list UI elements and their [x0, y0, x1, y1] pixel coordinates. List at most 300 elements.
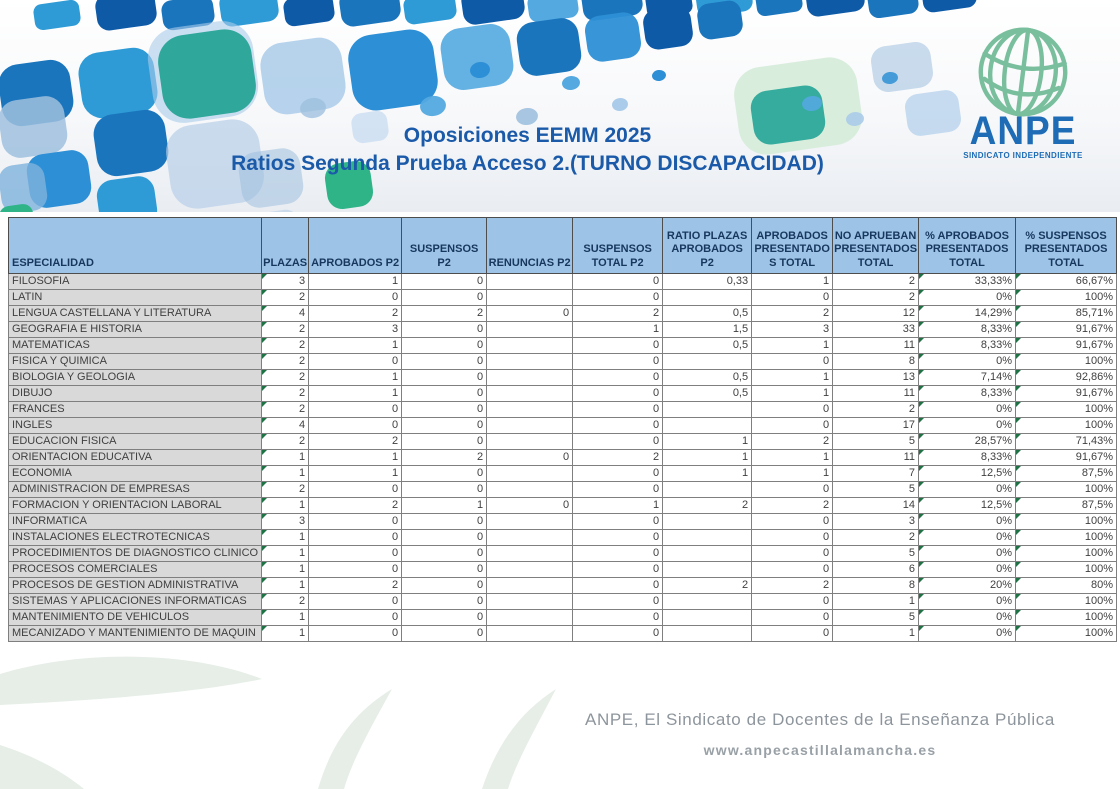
cell-aprobados_p2: 1: [309, 466, 402, 482]
cell-ratio_plazas_aprobados_p2: [663, 418, 752, 434]
cell-aprobados_p2: 0: [309, 546, 402, 562]
cell-plazas: 1: [262, 562, 309, 578]
cell-suspensos_total_p2: 0: [573, 546, 663, 562]
cell-pct_suspensos_presentados_total: 92,86%: [1016, 370, 1117, 386]
cell-ratio_plazas_aprobados_p2: [663, 610, 752, 626]
cell-warning-corner-icon: [262, 386, 267, 391]
mosaic-tile: [95, 174, 159, 212]
cell-suspensos_p2: 0: [402, 514, 487, 530]
cell-no_aprueban_presentados_total: 8: [833, 578, 919, 594]
cell-especialidad: INSTALACIONES ELECTROTECNICAS: [9, 530, 262, 546]
cell-ratio_plazas_aprobados_p2: 0,33: [663, 274, 752, 290]
cell-plazas: 3: [262, 514, 309, 530]
cell-warning-corner-icon: [262, 338, 267, 343]
cell-warning-corner-icon: [1016, 514, 1021, 519]
cell-suspensos_p2: 0: [402, 562, 487, 578]
cell-renuncias_p2: [487, 418, 573, 434]
cell-pct_aprobados_presentados_total: 0%: [919, 546, 1016, 562]
cell-suspensos_total_p2: 0: [573, 370, 663, 386]
cell-renuncias_p2: [487, 514, 573, 530]
cell-warning-corner-icon: [262, 418, 267, 423]
mosaic-tile: [32, 0, 81, 31]
cell-pct_aprobados_presentados_total: 12,5%: [919, 498, 1016, 514]
cell-aprobados_p2: 3: [309, 322, 402, 338]
cell-ratio_plazas_aprobados_p2: 2: [663, 578, 752, 594]
cell-suspensos_p2: 0: [402, 594, 487, 610]
cell-renuncias_p2: [487, 290, 573, 306]
cell-no_aprueban_presentados_total: 2: [833, 290, 919, 306]
cell-suspensos_total_p2: 2: [573, 306, 663, 322]
mosaic-tile: [561, 75, 581, 91]
cell-warning-corner-icon: [919, 610, 924, 615]
cell-ratio_plazas_aprobados_p2: [663, 626, 752, 642]
cell-no_aprueban_presentados_total: 11: [833, 338, 919, 354]
cell-warning-corner-icon: [1016, 402, 1021, 407]
cell-aprobados_p2: 0: [309, 610, 402, 626]
cell-plazas: 2: [262, 594, 309, 610]
cell-pct_aprobados_presentados_total: 0%: [919, 626, 1016, 642]
mosaic-tile: [583, 10, 643, 63]
cell-aprobados_p2: 1: [309, 370, 402, 386]
table-row: [9, 338, 1117, 354]
cell-ratio_plazas_aprobados_p2: 1,5: [663, 322, 752, 338]
cell-plazas: 1: [262, 450, 309, 466]
cell-warning-corner-icon: [919, 450, 924, 455]
cell-especialidad: EDUCACION FISICA: [9, 434, 262, 450]
cell-pct_suspensos_presentados_total: 100%: [1016, 482, 1117, 498]
mosaic-tile: [651, 69, 666, 82]
cell-suspensos_p2: 0: [402, 274, 487, 290]
cell-no_aprueban_presentados_total: 11: [833, 450, 919, 466]
cell-plazas: 4: [262, 418, 309, 434]
cell-ratio_plazas_aprobados_p2: [663, 594, 752, 610]
cell-renuncias_p2: [487, 274, 573, 290]
mosaic-tile: [804, 0, 866, 18]
cell-pct_aprobados_presentados_total: 14,29%: [919, 306, 1016, 322]
cell-suspensos_total_p2: 0: [573, 482, 663, 498]
cell-suspensos_p2: 0: [402, 370, 487, 386]
cell-warning-corner-icon: [1016, 594, 1021, 599]
cell-pct_suspensos_presentados_total: 71,43%: [1016, 434, 1117, 450]
cell-no_aprueban_presentados_total: 2: [833, 274, 919, 290]
cell-no_aprueban_presentados_total: 17: [833, 418, 919, 434]
cell-plazas: 1: [262, 530, 309, 546]
cell-aprobados_presentados_total: 0: [752, 594, 833, 610]
cell-suspensos_total_p2: 1: [573, 498, 663, 514]
cell-renuncias_p2: [487, 594, 573, 610]
footer: [520, 710, 1120, 758]
cell-suspensos_p2: 0: [402, 418, 487, 434]
cell-warning-corner-icon: [262, 466, 267, 471]
cell-warning-corner-icon: [262, 546, 267, 551]
cell-warning-corner-icon: [919, 498, 924, 503]
mosaic-tile: [94, 0, 158, 32]
cell-ratio_plazas_aprobados_p2: [663, 290, 752, 306]
cell-warning-corner-icon: [262, 594, 267, 599]
cell-aprobados_presentados_total: 1: [752, 386, 833, 402]
cell-warning-corner-icon: [1016, 466, 1021, 471]
cell-aprobados_p2: 0: [309, 482, 402, 498]
cell-no_aprueban_presentados_total: 13: [833, 370, 919, 386]
cell-aprobados_p2: 2: [309, 306, 402, 322]
cell-warning-corner-icon: [919, 482, 924, 487]
cell-pct_suspensos_presentados_total: 100%: [1016, 530, 1117, 546]
cell-warning-corner-icon: [919, 466, 924, 471]
cell-plazas: 2: [262, 370, 309, 386]
cell-warning-corner-icon: [1016, 450, 1021, 455]
cell-ratio_plazas_aprobados_p2: [663, 514, 752, 530]
cell-especialidad: FRANCES: [9, 402, 262, 418]
cell-suspensos_p2: 0: [402, 386, 487, 402]
cell-especialidad: LENGUA CASTELLANA Y LITERATURA: [9, 306, 262, 322]
cell-especialidad: SISTEMAS Y APLICACIONES INFORMATICAS: [9, 594, 262, 610]
cell-aprobados_presentados_total: 0: [752, 610, 833, 626]
cell-suspensos_total_p2: 0: [573, 514, 663, 530]
cell-renuncias_p2: [487, 626, 573, 642]
cell-ratio_plazas_aprobados_p2: 1: [663, 450, 752, 466]
cell-warning-corner-icon: [1016, 354, 1021, 359]
cell-pct_aprobados_presentados_total: 0%: [919, 594, 1016, 610]
cell-renuncias_p2: [487, 610, 573, 626]
cell-aprobados_p2: 2: [309, 498, 402, 514]
cell-aprobados_presentados_total: 0: [752, 482, 833, 498]
cell-warning-corner-icon: [1016, 418, 1021, 423]
column-header-no_aprueban_presentados_total: NO APRUEBAN PRESENTADOS TOTAL: [833, 218, 919, 274]
cell-suspensos_p2: 0: [402, 610, 487, 626]
cell-suspensos_p2: 0: [402, 402, 487, 418]
cell-renuncias_p2: 0: [487, 498, 573, 514]
cell-aprobados_presentados_total: 0: [752, 530, 833, 546]
cell-pct_aprobados_presentados_total: 0%: [919, 418, 1016, 434]
cell-pct_suspensos_presentados_total: 100%: [1016, 402, 1117, 418]
cell-warning-corner-icon: [262, 354, 267, 359]
swoosh-decoration: [0, 629, 620, 789]
cell-aprobados_p2: 2: [309, 434, 402, 450]
column-header-especialidad: ESPECIALIDAD: [9, 218, 262, 274]
cell-ratio_plazas_aprobados_p2: 1: [663, 466, 752, 482]
cell-ratio_plazas_aprobados_p2: 1: [663, 434, 752, 450]
column-header-pct_aprobados_presentados_total: % APROBADOS PRESENTADOS TOTAL: [919, 218, 1016, 274]
cell-especialidad: LATIN: [9, 290, 262, 306]
mosaic-tile: [611, 97, 629, 112]
cell-aprobados_p2: 1: [309, 274, 402, 290]
table-row: [9, 594, 1117, 610]
mosaic-tile: [338, 0, 402, 28]
cell-renuncias_p2: [487, 434, 573, 450]
cell-no_aprueban_presentados_total: 2: [833, 530, 919, 546]
cell-no_aprueban_presentados_total: 33: [833, 322, 919, 338]
table-row: [9, 322, 1117, 338]
cell-warning-corner-icon: [919, 354, 924, 359]
mosaic-tile: [282, 0, 335, 27]
cell-warning-corner-icon: [1016, 546, 1021, 551]
cell-pct_suspensos_presentados_total: 87,5%: [1016, 466, 1117, 482]
cell-warning-corner-icon: [1016, 610, 1021, 615]
cell-no_aprueban_presentados_total: 11: [833, 386, 919, 402]
cell-aprobados_presentados_total: 1: [752, 338, 833, 354]
cell-no_aprueban_presentados_total: 12: [833, 306, 919, 322]
cell-warning-corner-icon: [262, 402, 267, 407]
cell-especialidad: PROCESOS DE GESTION ADMINISTRATIVA: [9, 578, 262, 594]
column-header-plazas: PLAZAS: [262, 218, 309, 274]
column-header-renuncias_p2: RENUNCIAS P2: [487, 218, 573, 274]
cell-pct_suspensos_presentados_total: 100%: [1016, 290, 1117, 306]
cell-aprobados_p2: 0: [309, 626, 402, 642]
cell-warning-corner-icon: [919, 626, 924, 631]
footer-url-link[interactable]: www.anpecastillalamancha.es: [703, 742, 937, 758]
column-header-ratio_plazas_aprobados_p2: RATIO PLAZAS APROBADOS P2: [663, 218, 752, 274]
cell-especialidad: ADMINISTRACION DE EMPRESAS: [9, 482, 262, 498]
cell-plazas: 1: [262, 498, 309, 514]
cell-ratio_plazas_aprobados_p2: 0,5: [663, 306, 752, 322]
cell-plazas: 1: [262, 626, 309, 642]
cell-warning-corner-icon: [1016, 626, 1021, 631]
cell-warning-corner-icon: [262, 322, 267, 327]
cell-pct_suspensos_presentados_total: 91,67%: [1016, 322, 1117, 338]
cell-no_aprueban_presentados_total: 6: [833, 562, 919, 578]
cell-warning-corner-icon: [919, 274, 924, 279]
cell-ratio_plazas_aprobados_p2: 0,5: [663, 338, 752, 354]
cell-aprobados_presentados_total: 1: [752, 466, 833, 482]
cell-renuncias_p2: [487, 386, 573, 402]
cell-especialidad: INFORMATICA: [9, 514, 262, 530]
cell-suspensos_p2: 0: [402, 466, 487, 482]
cell-pct_aprobados_presentados_total: 0%: [919, 562, 1016, 578]
cell-warning-corner-icon: [262, 370, 267, 375]
cell-suspensos_p2: 2: [402, 306, 487, 322]
cell-aprobados_presentados_total: 0: [752, 626, 833, 642]
cell-suspensos_p2: 2: [402, 450, 487, 466]
cell-plazas: 1: [262, 610, 309, 626]
cell-renuncias_p2: 0: [487, 306, 573, 322]
mosaic-tile: [641, 5, 694, 51]
cell-plazas: 4: [262, 306, 309, 322]
cell-aprobados_presentados_total: 1: [752, 274, 833, 290]
cell-especialidad: INGLES: [9, 418, 262, 434]
table-row: [9, 434, 1117, 450]
cell-warning-corner-icon: [1016, 274, 1021, 279]
mosaic-tile: [438, 21, 516, 92]
cell-suspensos_p2: 0: [402, 434, 487, 450]
cell-pct_suspensos_presentados_total: 100%: [1016, 562, 1117, 578]
cell-especialidad: PROCESOS COMERCIALES: [9, 562, 262, 578]
cell-ratio_plazas_aprobados_p2: 2: [663, 498, 752, 514]
cell-suspensos_total_p2: 0: [573, 466, 663, 482]
cell-warning-corner-icon: [919, 578, 924, 583]
cell-warning-corner-icon: [262, 434, 267, 439]
table-row: [9, 578, 1117, 594]
cell-pct_aprobados_presentados_total: 28,57%: [919, 434, 1016, 450]
logo-tagline: SINDICATO INDEPENDIENTE: [963, 151, 1083, 160]
cell-ratio_plazas_aprobados_p2: 0,5: [663, 386, 752, 402]
cell-especialidad: ORIENTACION EDUCATIVA: [9, 450, 262, 466]
cell-warning-corner-icon: [1016, 498, 1021, 503]
cell-renuncias_p2: [487, 562, 573, 578]
cell-aprobados_p2: 1: [309, 450, 402, 466]
cell-no_aprueban_presentados_total: 5: [833, 610, 919, 626]
cell-renuncias_p2: 0: [487, 450, 573, 466]
cell-aprobados_p2: 0: [309, 530, 402, 546]
cell-aprobados_presentados_total: 0: [752, 402, 833, 418]
cell-suspensos_p2: 0: [402, 482, 487, 498]
cell-aprobados_presentados_total: 0: [752, 546, 833, 562]
mosaic-tile: [869, 40, 935, 94]
cell-pct_aprobados_presentados_total: 0%: [919, 610, 1016, 626]
cell-pct_aprobados_presentados_total: 8,33%: [919, 322, 1016, 338]
cell-warning-corner-icon: [262, 626, 267, 631]
cell-warning-corner-icon: [919, 402, 924, 407]
cell-aprobados_p2: 0: [309, 514, 402, 530]
cell-pct_suspensos_presentados_total: 100%: [1016, 354, 1117, 370]
cell-especialidad: DIBUJO: [9, 386, 262, 402]
table-row: [9, 626, 1117, 642]
cell-pct_suspensos_presentados_total: 87,5%: [1016, 498, 1117, 514]
cell-pct_aprobados_presentados_total: 8,33%: [919, 386, 1016, 402]
cell-renuncias_p2: [487, 370, 573, 386]
cell-warning-corner-icon: [262, 498, 267, 503]
cell-especialidad: PROCEDIMIENTOS DE DIAGNOSTICO CLINICO: [9, 546, 262, 562]
table-header-row: [9, 218, 1117, 274]
cell-pct_suspensos_presentados_total: 100%: [1016, 546, 1117, 562]
cell-pct_aprobados_presentados_total: 7,14%: [919, 370, 1016, 386]
mosaic-tile: [515, 16, 584, 78]
cell-pct_aprobados_presentados_total: 12,5%: [919, 466, 1016, 482]
table-row: [9, 306, 1117, 322]
cell-no_aprueban_presentados_total: 5: [833, 434, 919, 450]
cell-aprobados_presentados_total: 0: [752, 514, 833, 530]
cell-ratio_plazas_aprobados_p2: [663, 546, 752, 562]
cell-ratio_plazas_aprobados_p2: [663, 354, 752, 370]
cell-warning-corner-icon: [919, 434, 924, 439]
cell-warning-corner-icon: [919, 546, 924, 551]
table-row: [9, 546, 1117, 562]
column-header-pct_suspensos_presentados_total: % SUSPENSOS PRESENTADOS TOTAL: [1016, 218, 1117, 274]
table-row: [9, 514, 1117, 530]
cell-suspensos_p2: 0: [402, 626, 487, 642]
cell-especialidad: FILOSOFIA: [9, 274, 262, 290]
cell-plazas: 1: [262, 546, 309, 562]
cell-warning-corner-icon: [1016, 370, 1021, 375]
cell-no_aprueban_presentados_total: 1: [833, 594, 919, 610]
mosaic-tile: [460, 0, 526, 26]
cell-especialidad: MATEMATICAS: [9, 338, 262, 354]
cell-warning-corner-icon: [262, 610, 267, 615]
ratios-table: [8, 217, 1117, 642]
globe-icon: [974, 24, 1072, 120]
cell-ratio_plazas_aprobados_p2: [663, 530, 752, 546]
cell-suspensos_total_p2: 0: [573, 386, 663, 402]
cell-suspensos_total_p2: 0: [573, 338, 663, 354]
cell-suspensos_total_p2: 1: [573, 322, 663, 338]
cell-aprobados_presentados_total: 1: [752, 450, 833, 466]
cell-warning-corner-icon: [919, 290, 924, 295]
cell-warning-corner-icon: [1016, 322, 1021, 327]
cell-plazas: 2: [262, 322, 309, 338]
title-line-2: Ratios Segunda Prueba Acceso 2.(TURNO DISCAPACIDAD): [231, 152, 824, 175]
cell-renuncias_p2: [487, 482, 573, 498]
table-row: [9, 562, 1117, 578]
table-row: [9, 386, 1117, 402]
cell-renuncias_p2: [487, 338, 573, 354]
cell-especialidad: FISICA Y QUIMICA: [9, 354, 262, 370]
cell-suspensos_total_p2: 0: [573, 402, 663, 418]
column-header-aprobados_p2: APROBADOS P2: [309, 218, 402, 274]
cell-suspensos_total_p2: 0: [573, 274, 663, 290]
cell-aprobados_presentados_total: 0: [752, 354, 833, 370]
cell-no_aprueban_presentados_total: 7: [833, 466, 919, 482]
cell-renuncias_p2: [487, 546, 573, 562]
cell-aprobados_presentados_total: 0: [752, 290, 833, 306]
column-header-suspensos_total_p2: SUSPENSOS TOTAL P2: [573, 218, 663, 274]
cell-plazas: 3: [262, 274, 309, 290]
cell-warning-corner-icon: [919, 562, 924, 567]
cell-aprobados_presentados_total: 3: [752, 322, 833, 338]
cell-aprobados_p2: 0: [309, 402, 402, 418]
cell-aprobados_p2: 0: [309, 418, 402, 434]
cell-renuncias_p2: [487, 466, 573, 482]
table-row: [9, 530, 1117, 546]
table-row: [9, 466, 1117, 482]
cell-suspensos_total_p2: 0: [573, 434, 663, 450]
cell-renuncias_p2: [487, 322, 573, 338]
cell-warning-corner-icon: [1016, 290, 1021, 295]
cell-plazas: 2: [262, 354, 309, 370]
cell-warning-corner-icon: [919, 514, 924, 519]
mosaic-tile: [696, 0, 745, 41]
column-header-suspensos_p2: SUSPENSOS P2: [402, 218, 487, 274]
cell-plazas: 1: [262, 466, 309, 482]
table-row: [9, 290, 1117, 306]
cell-warning-corner-icon: [262, 290, 267, 295]
cell-especialidad: BIOLOGIA Y GEOLOGIA: [9, 370, 262, 386]
cell-plazas: 2: [262, 434, 309, 450]
cell-pct_aprobados_presentados_total: 0%: [919, 514, 1016, 530]
cell-suspensos_total_p2: 2: [573, 450, 663, 466]
cell-warning-corner-icon: [262, 530, 267, 535]
cell-warning-corner-icon: [919, 338, 924, 343]
cell-plazas: 2: [262, 402, 309, 418]
cell-warning-corner-icon: [1016, 482, 1021, 487]
cell-suspensos_total_p2: 0: [573, 578, 663, 594]
cell-aprobados_presentados_total: 2: [752, 498, 833, 514]
cell-aprobados_presentados_total: 0: [752, 562, 833, 578]
cell-warning-corner-icon: [262, 578, 267, 583]
cell-suspensos_total_p2: 0: [573, 418, 663, 434]
cell-aprobados_p2: 0: [309, 562, 402, 578]
cell-especialidad: GEOGRAFIA E HISTORIA: [9, 322, 262, 338]
cell-warning-corner-icon: [262, 450, 267, 455]
cell-pct_aprobados_presentados_total: 0%: [919, 354, 1016, 370]
cell-warning-corner-icon: [1016, 386, 1021, 391]
table-row: [9, 418, 1117, 434]
cell-aprobados_presentados_total: 2: [752, 306, 833, 322]
cell-pct_aprobados_presentados_total: 33,33%: [919, 274, 1016, 290]
cell-warning-corner-icon: [919, 370, 924, 375]
cell-suspensos_total_p2: 0: [573, 530, 663, 546]
cell-plazas: 2: [262, 482, 309, 498]
cell-aprobados_p2: 0: [309, 290, 402, 306]
table-row: [9, 498, 1117, 514]
cell-pct_suspensos_presentados_total: 100%: [1016, 626, 1117, 642]
cell-suspensos_p2: 0: [402, 578, 487, 594]
cell-warning-corner-icon: [919, 386, 924, 391]
cell-suspensos_p2: 0: [402, 322, 487, 338]
table-row: [9, 274, 1117, 290]
cell-suspensos_total_p2: 0: [573, 562, 663, 578]
cell-no_aprueban_presentados_total: 1: [833, 626, 919, 642]
cell-warning-corner-icon: [262, 562, 267, 567]
mosaic-tile: [920, 0, 978, 14]
